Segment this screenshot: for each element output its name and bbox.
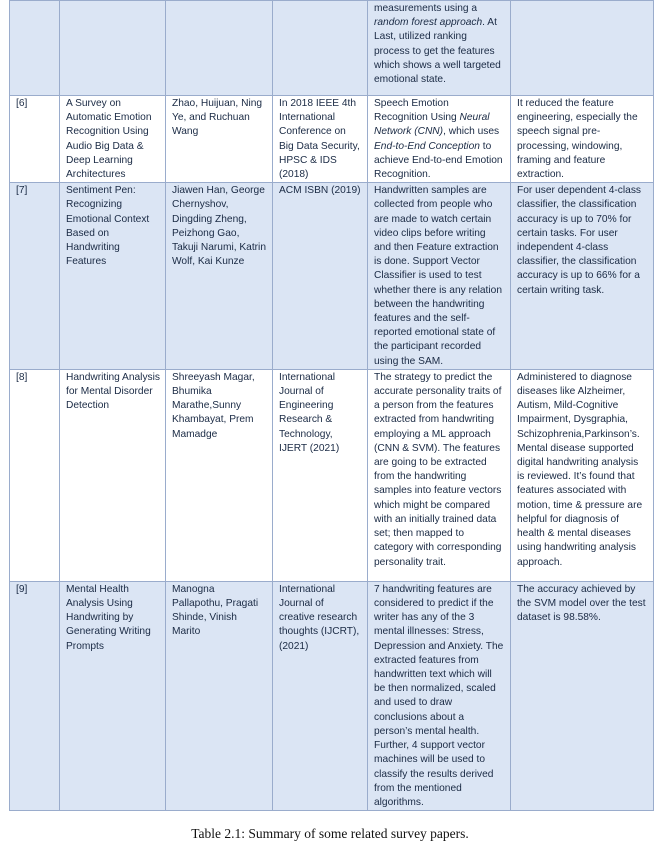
authors-cell (166, 1, 273, 96)
outcome-cell: It reduced the feature engineering, especially the speech signal pre-processing, windowing, framing and feature extraction. (511, 96, 654, 183)
methodology-cell (368, 183, 511, 370)
ref-number-cell: [8] (10, 369, 60, 581)
paper-title-cell: A Survey on Automatic Emotion Recognition Using Audio Big Data & Deep Learning Architectures (60, 96, 166, 183)
publication-cell: In 2018 IEEE 4th International Conference on Big Data Security, HPSC & IDS (2018) (273, 96, 368, 183)
outcome-cell: Administered to diagnose diseases like Alzheimer, Autism, Mild-Cognitive Impairment, Dysgraphia, Schizophrenia,Parkinson’s. Mental disease supported digital handwriting analysis is reviewed. It’s found that features associated with motion, time & pressure are helpful for diagnosis of health & mental diseases using handwriting analysis approach. (511, 369, 654, 581)
text-run: The strategy to predict the accurate personality traits of a person from the features extracted from handwriting employing a ML approach (CNN & SVM). The features are going to be extracted from the handwriting samples into feature vectors which might be compared with an initially trained data set; then mapped to category with corresponding personality trait. (374, 371, 502, 568)
methodology-cell (368, 96, 511, 183)
outcome-cell: For user dependent 4-class classifier, the classification accuracy is up to 70% for certain tasks. For user independent 4-class classifier, the classification accuracy is up to 66% for a certain writing task. (511, 183, 654, 370)
outcome-cell: The accuracy achieved by the SVM model over the test dataset is 98.58%. (511, 581, 654, 810)
ref-number-cell: [7] (10, 183, 60, 370)
paper-title-cell: Handwriting Analysis for Mental Disorder Detection (60, 369, 166, 581)
authors-cell: Jiawen Han, George Chernyshov, Dingding Zheng, Peizhong Gao, Takuji Narumi, Katrin Wolf, Kai Kunze (166, 183, 273, 370)
ref-number-cell: [9] (10, 581, 60, 810)
table-row (10, 183, 654, 370)
methodology-cell (368, 581, 511, 810)
text-run: 7 handwriting features are considered to predict if the writer has any of the 3 mental illnesses: Stress, Depression and Anxiety. The extracted features from handwritten text which will be then normalized, scaled and used to draw conclusions about a person’s mental health. Further, 4 support vector machines will be used to classify the results derived from the mentioned algorithms. (374, 583, 504, 808)
text-run: Handwritten samples are collected from people who are made to watch certain video clips before writing and then Feature extraction is done. Support Vector Classifier is used to test whether there is any relation between the handwriting features and the self-reported emotional state of the participant recorded using the SAM. (374, 185, 502, 367)
text-run: , which uses (443, 126, 500, 138)
italic-text-run: Neural Network (CNN) (374, 112, 490, 138)
paper-title-cell: Mental Health Analysis Using Handwriting by Generating Writing Prompts (60, 581, 166, 810)
publication-cell: International Journal of Engineering Research & Technology, IJERT (2021) (273, 369, 368, 581)
publication-cell: International Journal of creative research thoughts (IJCRT), (2021) (273, 581, 368, 810)
italic-text-run: End-to-End Conception (374, 140, 480, 152)
table-row (10, 96, 654, 183)
methodology-cell (368, 1, 511, 96)
survey-table (9, 0, 654, 811)
text-run: measurements using a (374, 3, 478, 14)
table-row (10, 581, 654, 810)
table-row (10, 369, 654, 581)
authors-cell: Shreeyash Magar, Bhumika Marathe,Sunny Khambayat, Prem Mamadge (166, 369, 273, 581)
authors-cell: Manogna Pallapothu, Pragati Shinde, Vinish Marito (166, 581, 273, 810)
authors-cell: Zhao, Huijuan, Ning Ye, and Ruchuan Wang (166, 96, 273, 183)
paper-title-cell (60, 1, 166, 96)
text-run: to achieve End-to-end Emotion Recognition. (374, 140, 503, 181)
table-caption: Table 2.1: Summary of some related survey papers. (191, 826, 469, 841)
paper-title-cell: Sentiment Pen: Recognizing Emotional Context Based on Handwriting Features (60, 183, 166, 370)
methodology-cell (368, 369, 511, 581)
table-row (10, 1, 654, 96)
ref-number-cell: [6] (10, 96, 60, 183)
text-run: . At Last, utilized ranking process to get the features which shows a well targeted emotional state. (374, 17, 501, 86)
text-run: Speech Emotion Recognition Using (374, 98, 460, 124)
ref-number-cell (10, 1, 60, 96)
italic-text-run: random forest approach (374, 17, 483, 29)
publication-cell: ACM ISBN (2019) (273, 183, 368, 370)
publication-cell (273, 1, 368, 96)
outcome-cell (511, 1, 654, 96)
